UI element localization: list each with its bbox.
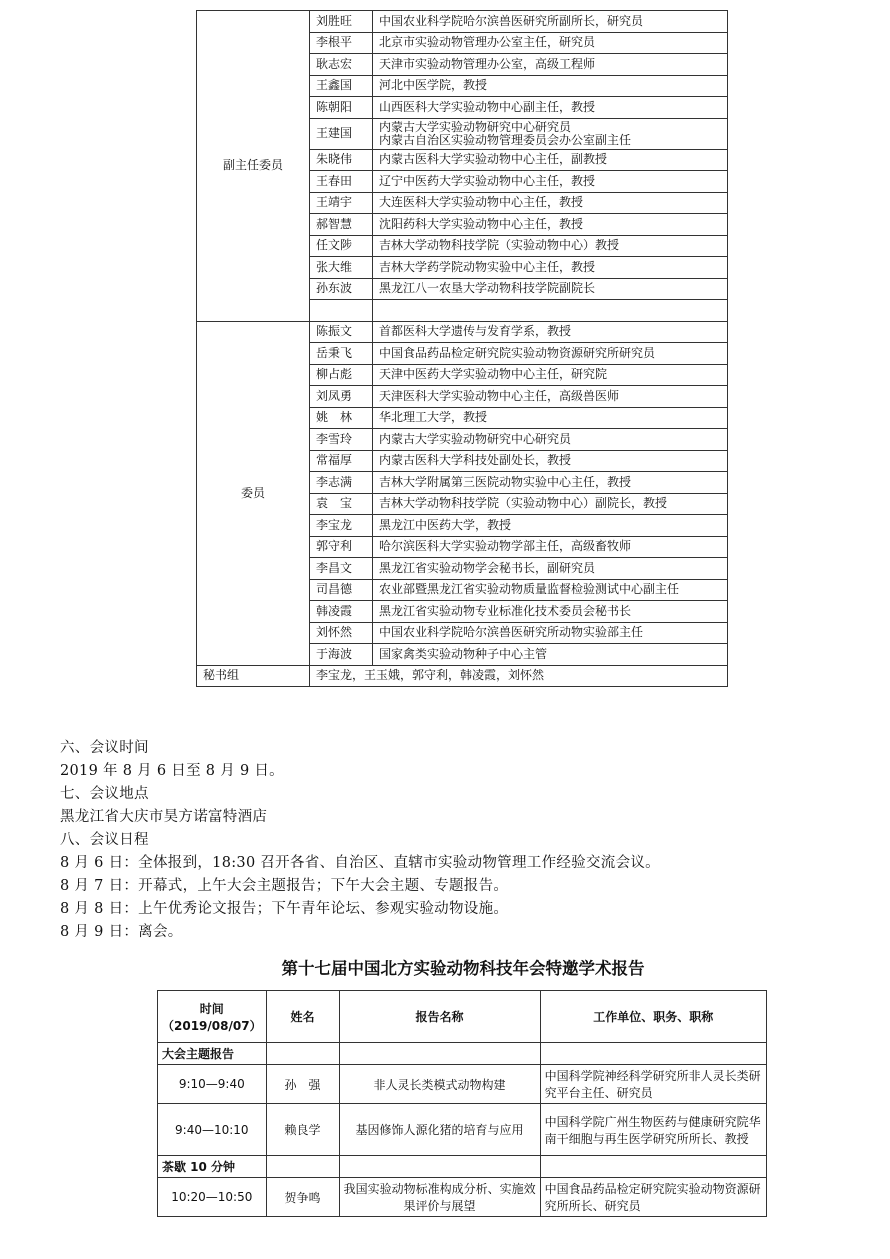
affiliation-line: 河北中医学院，教授 bbox=[379, 78, 488, 93]
member-affiliation bbox=[373, 97, 728, 119]
committee-table bbox=[196, 10, 728, 687]
member-affiliation bbox=[373, 493, 728, 515]
member-name: 王春田 bbox=[310, 171, 373, 193]
report-time: 10:20—10:50 bbox=[158, 1178, 267, 1217]
table-row bbox=[158, 1178, 767, 1217]
affiliation-line: 内蒙古大学实验动物研究中心研究员 bbox=[379, 119, 572, 134]
affiliation-line: 吉林大学附属第三医院动物实验中心主任，教授 bbox=[379, 474, 632, 489]
member-name: 张大维 bbox=[310, 257, 373, 279]
report-time: 9:40—10:10 bbox=[158, 1104, 267, 1156]
affiliation-line: 哈尔滨医科大学实验动物学部主任，高级畜牧师 bbox=[379, 539, 632, 554]
report-title: 第十七届中国北方实验动物科技年会特邀学术报告 bbox=[281, 959, 645, 978]
member-affiliation bbox=[373, 644, 728, 666]
affiliation-line: 天津中医药大学实验动物中心主任，研究院 bbox=[379, 367, 608, 382]
member-name: 李根平 bbox=[310, 32, 373, 54]
secretariat-row bbox=[197, 665, 728, 687]
member-name: 韩凌霞 bbox=[310, 601, 373, 623]
member-affiliation bbox=[373, 364, 728, 386]
plenary-label: 大会主题报告 bbox=[158, 1043, 267, 1065]
member-name: 陈朝阳 bbox=[310, 97, 373, 119]
member-name: 任文陟 bbox=[310, 235, 373, 257]
schedule-line: 8 月 9 日：离会。 bbox=[60, 924, 183, 940]
affiliation-line: 吉林大学动物科技学院（实验动物中心）教授 bbox=[379, 238, 620, 253]
member-name: 常福厚 bbox=[310, 450, 373, 472]
member-name: 李宝龙 bbox=[310, 515, 373, 537]
empty-cell bbox=[540, 1043, 766, 1065]
table-row bbox=[158, 1104, 767, 1156]
empty-cell bbox=[339, 1156, 540, 1178]
header-affiliation: 工作单位、职务、职称 bbox=[540, 991, 766, 1043]
break-label: 茶歇 10 分钟 bbox=[158, 1156, 267, 1178]
member-affiliation bbox=[373, 386, 728, 408]
member-affiliation bbox=[373, 118, 728, 149]
member-name: 岳秉飞 bbox=[310, 343, 373, 365]
affiliation-line: 山西医科大学实验动物中心副主任，教授 bbox=[379, 99, 596, 114]
member-affiliation bbox=[373, 429, 728, 451]
empty-cell bbox=[266, 1043, 339, 1065]
empty-cell bbox=[339, 1043, 540, 1065]
member-affiliation bbox=[373, 54, 728, 76]
member-name: 李昌文 bbox=[310, 558, 373, 580]
member-name: 孙东波 bbox=[310, 278, 373, 300]
schedule-line: 8 月 8 日：上午优秀论文报告；下午青年论坛、参观实验动物设施。 bbox=[60, 901, 509, 917]
section-time-heading: 六、会议时间 bbox=[60, 740, 149, 756]
member-name: 于海波 bbox=[310, 644, 373, 666]
member-name: 李雪玲 bbox=[310, 429, 373, 451]
affiliation-line: 吉林大学药学院动物实验中心主任，教授 bbox=[379, 259, 596, 274]
member-name: 王建国 bbox=[310, 118, 373, 149]
schedule-line: 8 月 7 日：开幕式，上午大会主题报告；下午大会主题、专题报告。 bbox=[60, 878, 509, 894]
header-time: 时间（2019/08/07） bbox=[158, 991, 267, 1043]
role-label: 副主任委员 bbox=[197, 11, 310, 322]
empty-cell bbox=[540, 1156, 766, 1178]
member-name: 司昌德 bbox=[310, 579, 373, 601]
member-affiliation bbox=[373, 472, 728, 494]
affiliation-line: 北京市实验动物管理办公室主任，研究员 bbox=[379, 35, 596, 50]
member-name: 柳占彪 bbox=[310, 364, 373, 386]
member-name: 姚 林 bbox=[310, 407, 373, 429]
member-name: 刘凤勇 bbox=[310, 386, 373, 408]
report-affiliation: 中国科学院广州生物医药与健康研究院华南干细胞与再生医学研究所所长、教授 bbox=[540, 1104, 766, 1156]
affiliation-line: 吉林大学动物科技学院（实验动物中心）副院长，教授 bbox=[379, 496, 668, 511]
member-affiliation bbox=[373, 171, 728, 193]
member-affiliation bbox=[373, 450, 728, 472]
section-schedule-heading: 八、会议日程 bbox=[60, 832, 149, 848]
member-name: 袁 宝 bbox=[310, 493, 373, 515]
affiliation-line: 农业部暨黑龙江省实验动物质量监督检验测试中心副主任 bbox=[379, 582, 680, 597]
member-name: 朱晓伟 bbox=[310, 149, 373, 171]
section-place-text: 黑龙江省大庆市昊方诺富特酒店 bbox=[60, 809, 268, 825]
affiliation-line: 国家禽类实验动物种子中心主管 bbox=[379, 646, 548, 661]
affiliation-line: 天津市实验动物管理办公室，高级工程师 bbox=[379, 56, 596, 71]
member-name: 郝智慧 bbox=[310, 214, 373, 236]
empty-cell bbox=[266, 1156, 339, 1178]
affiliation-line: 黑龙江省实验动物学会秘书长，副研究员 bbox=[379, 560, 596, 575]
member-affiliation bbox=[373, 321, 728, 343]
member-affiliation bbox=[373, 300, 728, 322]
report-topic: 非人灵长类模式动物构建 bbox=[339, 1065, 540, 1104]
member-affiliation bbox=[373, 558, 728, 580]
member-affiliation bbox=[373, 601, 728, 623]
table-row bbox=[197, 11, 728, 33]
member-affiliation bbox=[373, 75, 728, 97]
member-affiliation bbox=[373, 407, 728, 429]
affiliation-line: 沈阳药科大学实验动物中心主任，教授 bbox=[379, 216, 584, 231]
affiliation-line: 中国农业科学院哈尔滨兽医研究所动物实验部主任 bbox=[379, 625, 644, 640]
header-name: 姓名 bbox=[266, 991, 339, 1043]
member-affiliation bbox=[373, 579, 728, 601]
affiliation-line: 辽宁中医药大学实验动物中心主任，教授 bbox=[379, 173, 596, 188]
member-name: 耿志宏 bbox=[310, 54, 373, 76]
member-affiliation bbox=[373, 343, 728, 365]
member-affiliation bbox=[373, 257, 728, 279]
member-name: 刘胜旺 bbox=[310, 11, 373, 33]
member-affiliation bbox=[373, 536, 728, 558]
member-affiliation bbox=[373, 32, 728, 54]
member-affiliation bbox=[373, 622, 728, 644]
report-affiliation: 中国科学院神经科学研究所非人灵长类研究平台主任、研究员 bbox=[540, 1065, 766, 1104]
member-affiliation bbox=[373, 278, 728, 300]
member-affiliation bbox=[373, 235, 728, 257]
secretariat-members: 李宝龙，王玉娥，郭守利，韩凌霞，刘怀然 bbox=[310, 665, 728, 687]
affiliation-line: 内蒙古医科大学科技处副处长，教授 bbox=[379, 453, 572, 468]
section-place-heading: 七、会议地点 bbox=[60, 786, 149, 802]
header-topic: 报告名称 bbox=[339, 991, 540, 1043]
report-topic: 我国实验动物标准构成分析、实施效果评价与展望 bbox=[339, 1178, 540, 1217]
affiliation-line: 内蒙古医科大学实验动物中心主任，副教授 bbox=[379, 152, 608, 167]
affiliation-line: 内蒙古大学实验动物研究中心研究员 bbox=[379, 431, 572, 446]
affiliation-line: 黑龙江中医药大学，教授 bbox=[379, 517, 512, 532]
member-name: 王靖宇 bbox=[310, 192, 373, 214]
affiliation-line: 内蒙古自治区实验动物管理委员会办公室副主任 bbox=[379, 132, 632, 147]
member-name: 王鑫国 bbox=[310, 75, 373, 97]
member-name: 刘怀然 bbox=[310, 622, 373, 644]
member-name: 郭守利 bbox=[310, 536, 373, 558]
affiliation-line: 中国农业科学院哈尔滨兽医研究所副所长，研究员 bbox=[379, 13, 644, 28]
report-speaker: 贺争鸣 bbox=[266, 1178, 339, 1217]
member-name bbox=[310, 300, 373, 322]
table-row bbox=[197, 321, 728, 343]
affiliation-line: 大连医科大学实验动物中心主任，教授 bbox=[379, 195, 584, 210]
report-speaker: 孙 强 bbox=[266, 1065, 339, 1104]
member-affiliation bbox=[373, 214, 728, 236]
affiliation-line: 黑龙江八一农垦大学动物科技学院副院长 bbox=[379, 281, 596, 296]
role-label: 委员 bbox=[197, 321, 310, 665]
section-time-text: 2019 年 8 月 6 日至 8 月 9 日。 bbox=[60, 763, 284, 779]
member-affiliation bbox=[373, 515, 728, 537]
secretariat-label: 秘书组 bbox=[197, 665, 310, 687]
member-affiliation bbox=[373, 11, 728, 33]
member-name: 李志满 bbox=[310, 472, 373, 494]
affiliation-line: 天津医科大学实验动物中心主任，高级兽医师 bbox=[379, 388, 620, 403]
member-affiliation bbox=[373, 192, 728, 214]
member-affiliation bbox=[373, 149, 728, 171]
affiliation-line: 华北理工大学，教授 bbox=[379, 410, 488, 425]
member-name: 陈振文 bbox=[310, 321, 373, 343]
report-topic: 基因修饰人源化猪的培育与应用 bbox=[339, 1104, 540, 1156]
report-speaker: 赖良学 bbox=[266, 1104, 339, 1156]
schedule-line: 8 月 6 日：全体报到，18:30 召开各省、自治区、直辖市实验动物管理工作经验交流会议。 bbox=[60, 855, 660, 871]
report-table bbox=[157, 990, 767, 1217]
report-affiliation: 中国食品药品检定研究院实验动物资源研究所所长、研究员 bbox=[540, 1178, 766, 1217]
affiliation-line: 黑龙江省实验动物专业标准化技术委员会秘书长 bbox=[379, 603, 632, 618]
affiliation-line: 首都医科大学遗传与发育学系，教授 bbox=[379, 324, 572, 339]
table-row bbox=[158, 1065, 767, 1104]
affiliation-line: 中国食品药品检定研究院实验动物资源研究所研究员 bbox=[379, 345, 656, 360]
report-time: 9:10—9:40 bbox=[158, 1065, 267, 1104]
